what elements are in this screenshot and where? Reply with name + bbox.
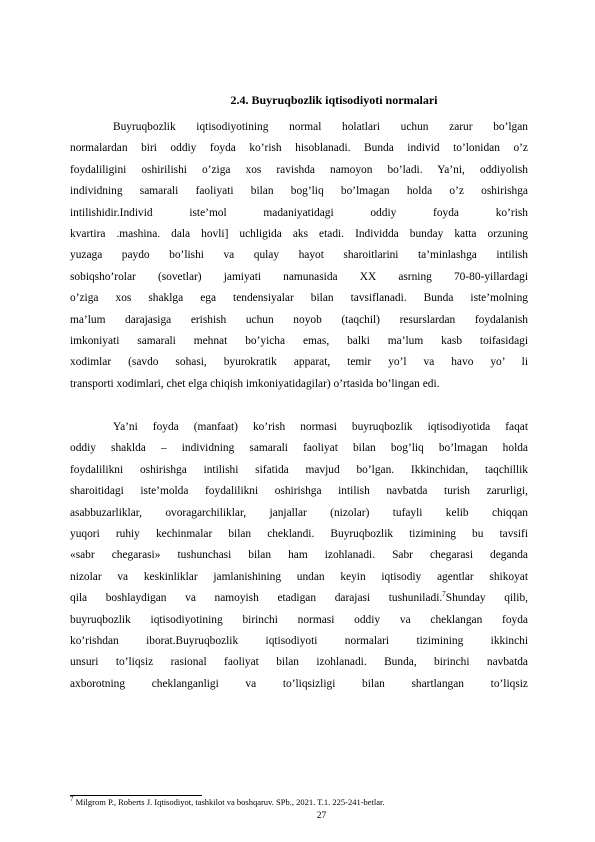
paragraph-line: individning samarali faoliyati bilan bog’liq bo’lmagan holda o’z oshirishga bbox=[70, 185, 528, 198]
paragraph-line: sobiqsho’rolar (sovetlar) jamiyati namunasida XX asrning 70-80-yillardagi bbox=[70, 270, 528, 283]
paragraph-line: o’ziga xos shaklga ega tendensiyalar bilan tavsiflanadi. Bunda iste’molning bbox=[70, 292, 528, 305]
paragraph-line: «sabr chegarasi» tushunchasi bilan ham izohlanadi. Sabr chegarasi deganda bbox=[70, 549, 528, 562]
paragraph-line: axborotning cheklanganligi va to’liqsizligi bilan shartlangan to’liqsiz bbox=[70, 677, 528, 690]
paragraph-line: yuzaga paydo bo’lishi va qulay hayot sharoitlarini ta’minlashga intilish bbox=[70, 249, 528, 262]
paragraph-line: unsuri to’liqsiz rasional faoliyat bilan izohlanadi. Bunda, birinchi navbatda bbox=[70, 656, 528, 669]
section-heading: 2.4. Buyruqbozlik iqtisodiyoti normalari bbox=[230, 93, 438, 107]
paragraph-line: sharoitidagi iste’molda foydalilikni oshirishga intilish navbatda turish zarurligi, bbox=[70, 485, 528, 498]
paragraph-line: intilishidir.Individ iste’mol madaniyatidagi oddiy foyda ko’rish bbox=[70, 206, 528, 219]
paragraph-line: yuqori ruhiy kechinmalar bilan cheklandi. Buyruqbozlik tizimining bu tavsifi bbox=[70, 528, 528, 541]
paragraph-line: imkoniyati samarali mehnat bo’yicha emas, balki ma’lum kasb toifasidagi bbox=[70, 335, 528, 348]
page-number: 27 bbox=[316, 811, 327, 821]
paragraph-line: foydaliligini oshirilishi o’ziga xos ravishda namoyon bo’ladi. Ya’ni, oddiyolish bbox=[70, 163, 528, 176]
footnote-number: 7 bbox=[70, 795, 74, 804]
footnote-separator bbox=[70, 795, 202, 796]
paragraph-line: kvartira .mashina. dala hovli] uchligida aks etadi. Individda bunday katta orzuning bbox=[70, 228, 528, 241]
paragraph-line-text: qila boshlaydigan va namoyish etadigan darajasi tushuniladi. bbox=[70, 592, 443, 605]
paragraph-line-with-footnote bbox=[70, 588, 528, 609]
paragraph-line: Buyruqbozlik iqtisodiyotining normal holatlari uchun zarur bo’lgan bbox=[113, 121, 528, 133]
paragraph-line: xodimlar (savdo sohasi, byurokratik apparat, temir yo’l va havo yo’ li bbox=[70, 356, 528, 369]
footnote bbox=[70, 797, 385, 807]
paragraph-line: ma’lum darajasiga erishish uchun noyob (taqchil) resurslardan foydalanish bbox=[70, 313, 528, 326]
paragraph-line: ko’rishdan iborat.Buyruqbozlik iqtisodiyoti normalari tizimining ikkinchi bbox=[70, 635, 528, 648]
paragraph-line: oddiy shaklda – individning samarali faoliyat bilan bog’liq bo’lmagan holda bbox=[70, 442, 528, 455]
paragraph-1 bbox=[70, 117, 528, 395]
paragraph-line: foydalilikni oshirishga intilishi sifatida mavjud bo’lgan. Ikkinchidan, taqchillik bbox=[70, 463, 528, 476]
paragraph-line: normalardan biri oddiy foyda ko’rish hisoblanadi. Bunda individ to’lonidan o’z bbox=[70, 142, 528, 155]
paragraph-line: transporti xodimlari, chet elga chiqish imkoniyatidagilar) o’rtasida bo’lingan edi. bbox=[70, 377, 440, 390]
paragraph-line: Ya’ni foyda (manfaat) ko’rish normasi buyruqbozlik iqtisodiyotida faqat bbox=[113, 421, 528, 433]
paragraph-line: buyruqbozlik iqtisodiyotining birinchi normasi oddiy va cheklangan foyda bbox=[70, 613, 528, 626]
footnote-marker: 7 bbox=[442, 590, 446, 599]
paragraph-2 bbox=[70, 417, 528, 695]
paragraph-line-text: Shunday qilib, bbox=[445, 592, 528, 605]
paragraph-line: nizolar va keskinliklar jamlanishining undan keyin iqtisodiy agentlar shikoyat bbox=[70, 570, 528, 583]
paragraph-line: asabbuzarliklar, ovoragarchiliklar, janjallar (nizolar) tufayli kelib chiqqan bbox=[70, 506, 528, 519]
footnote-text: Milgrom P., Roberts J. Iqtisodiyot, tashkilot va boshqaruv. SPb., 2021. T.1. 225-241-betlar. bbox=[75, 797, 385, 807]
